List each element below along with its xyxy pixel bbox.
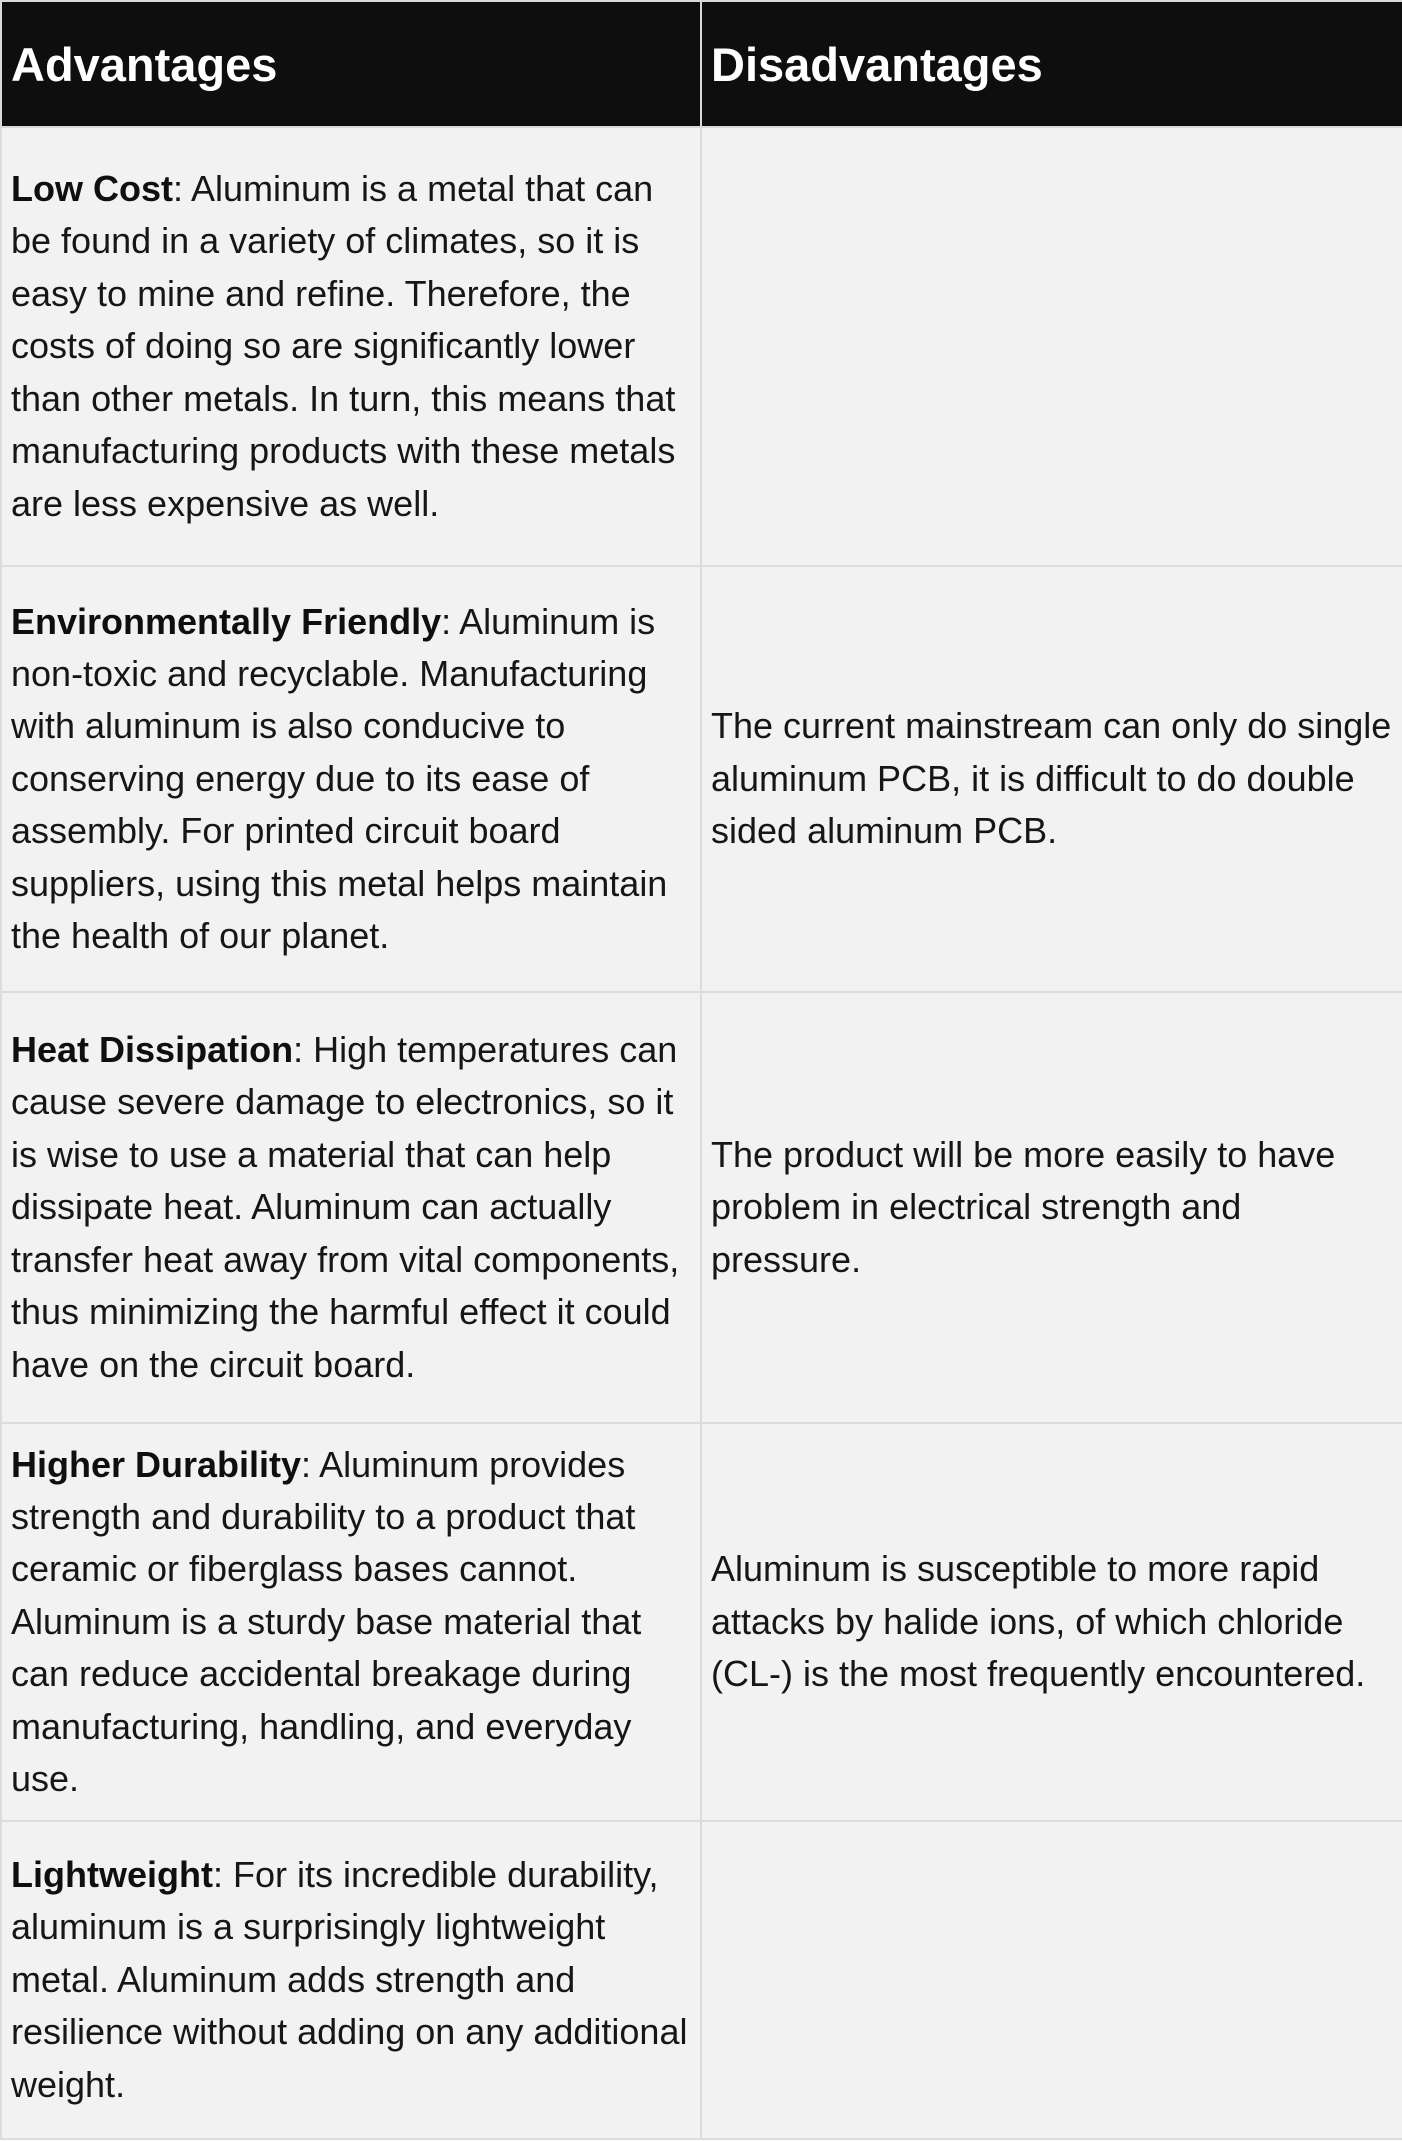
advantage-title: Environmentally Friendly [11,600,442,642]
advantage-cell [1,566,701,992]
header-advantages: Advantages [1,1,701,127]
table-row [1,992,1402,1423]
advantage-cell [1,1423,701,1821]
table-row [1,1821,1402,2139]
advantage-text: : Aluminum is non-toxic and recyclable. Manufacturing with aluminum is also conducive to conserving energy due to its ease of assembly. For printed circuit board suppliers, using this metal helps maintain the health of our planet. [11,600,668,957]
disadvantage-cell: The current mainstream can only do single aluminum PCB, it is difficult to do double sided aluminum PCB. [701,566,1402,992]
disadvantage-cell [701,1821,1402,2139]
table-row [1,566,1402,992]
table-row [1,127,1402,566]
advantage-text: : Aluminum provides strength and durability to a product that ceramic or fiberglass bases cannot. Aluminum is a sturdy base material that can reduce accidental breakage during manufacturing, handling, and everyday use. [11,1443,642,1800]
header-disadvantages: Disadvantages [701,1,1402,127]
advantage-cell [1,127,701,566]
disadvantage-cell [701,127,1402,566]
advantage-text: : For its incredible durability, aluminum is a surprisingly lightweight metal. Aluminum adds strength and resilience without adding on any additional weight. [11,1853,688,2105]
advantage-title: Heat Dissipation [11,1029,294,1071]
advantage-title: Low Cost [11,168,173,210]
advantage-text: : Aluminum is a metal that can be found in a variety of climates, so it is easy to mine and refine. Therefore, the costs of doing so are significantly lower than other metals. In turn, this means that manufacturing products with these metals are less expensive as well. [11,168,676,524]
advantage-title: Lightweight [11,1853,213,1895]
advantage-cell [1,992,701,1423]
table-body [1,127,1402,2139]
table-row [1,1423,1402,1821]
advantage-cell [1,1821,701,2139]
disadvantage-cell: The product will be more easily to have problem in electrical strength and pressure. [701,992,1402,1423]
table-header [1,1,1402,127]
header-row [1,1,1402,127]
advantage-title: Higher Durability [11,1443,302,1485]
advantage-text: : High temperatures can cause severe damage to electronics, so it is wise to use a material that can help dissipate heat. Aluminum can actually transfer heat away from vital components, thus minimizing the harmful effect it could have on the circuit board. [11,1029,680,1385]
disadvantage-cell: Aluminum is susceptible to more rapid attacks by halide ions, of which chloride (CL-) is the most frequently encountered. [701,1423,1402,1821]
